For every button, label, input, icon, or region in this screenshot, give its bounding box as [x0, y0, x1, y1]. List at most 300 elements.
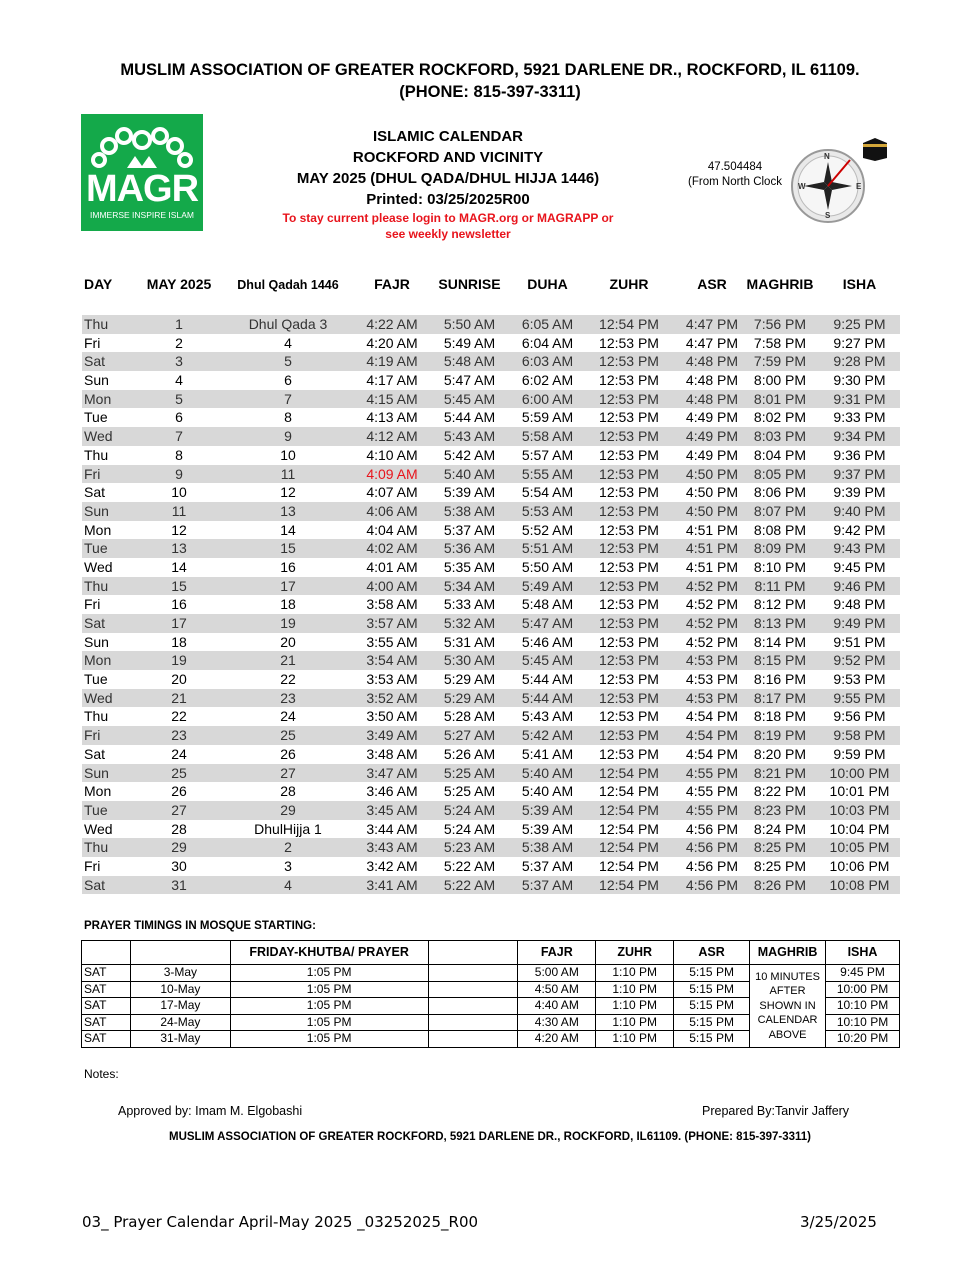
- col-zuhr: ZUHR: [609, 276, 649, 292]
- cell-zuhr: 12:53 PM: [599, 390, 659, 407]
- cell-duha: 5:55 AM: [521, 465, 574, 482]
- cell-maghrib: 8:10 PM: [753, 558, 807, 575]
- cell-sunrise: 5:25 AM: [443, 783, 496, 800]
- mosque-day: SAT: [82, 965, 131, 982]
- cell-day: Sat: [84, 745, 106, 762]
- cell-sunrise: 5:50 AM: [443, 316, 496, 332]
- cell-day: Fri: [84, 465, 101, 482]
- cell-isha: 9:56 PM: [833, 708, 886, 725]
- cell-duha: 5:46 AM: [521, 633, 574, 650]
- mosque-asr: 5:15 PM: [674, 1031, 750, 1048]
- cell-duha: 5:45 AM: [521, 652, 574, 669]
- cell-fajr: 4:19 AM: [366, 353, 418, 370]
- cell-fajr: 3:53 AM: [366, 671, 418, 688]
- prayer-row: [82, 801, 900, 820]
- cell-asr: 4:49 PM: [685, 446, 739, 463]
- cell-isha: 10:08 PM: [829, 876, 890, 893]
- cell-day: Sun: [84, 764, 109, 781]
- cell-duha: 5:39 AM: [521, 820, 574, 837]
- mosque-head-zuhr: ZUHR: [596, 941, 674, 965]
- cell-gregorian-date: 19: [171, 652, 187, 669]
- cell-isha: 9:40 PM: [833, 502, 886, 519]
- cell-fajr: 3:50 AM: [366, 708, 418, 725]
- cell-isha: 9:58 PM: [833, 727, 886, 744]
- mosque-zuhr: 1:10 PM: [596, 1014, 674, 1031]
- cell-asr: 4:48 PM: [685, 353, 739, 370]
- cell-isha: 9:36 PM: [833, 446, 886, 463]
- cell-isha: 10:00 PM: [829, 764, 890, 781]
- cell-gregorian-date: 2: [175, 334, 183, 351]
- cell-sunrise: 5:30 AM: [443, 652, 496, 669]
- cell-duha: 5:40 AM: [521, 783, 574, 800]
- cell-isha: 10:03 PM: [829, 801, 890, 818]
- prayer-row: [82, 334, 900, 353]
- cell-maghrib: 8:14 PM: [753, 633, 807, 650]
- mosque-zuhr: 1:10 PM: [596, 1031, 674, 1048]
- cell-maghrib: 8:00 PM: [753, 372, 807, 389]
- cell-maghrib: 8:20 PM: [753, 745, 807, 762]
- prayer-row: [82, 521, 900, 540]
- cell-gregorian-date: 31: [171, 876, 187, 893]
- cell-maghrib: 8:04 PM: [753, 446, 807, 463]
- cell-hijri-date: 24: [280, 708, 296, 725]
- cell-zuhr: 12:53 PM: [599, 521, 659, 538]
- cell-day: Fri: [84, 596, 101, 613]
- mosque-head-asr: ASR: [674, 941, 750, 965]
- cell-zuhr: 12:54 PM: [599, 801, 659, 818]
- cell-day: Wed: [84, 820, 113, 837]
- cell-gregorian-date: 1: [175, 316, 183, 332]
- cell-zuhr: 12:53 PM: [599, 577, 659, 594]
- cell-duha: 5:44 AM: [521, 671, 574, 688]
- logo-text: MAGR: [85, 168, 199, 210]
- cell-sunrise: 5:35 AM: [443, 558, 496, 575]
- cell-zuhr: 12:54 PM: [599, 316, 659, 332]
- cell-fajr: 4:15 AM: [366, 390, 418, 407]
- cell-asr: 4:48 PM: [685, 372, 739, 389]
- cell-asr: 4:48 PM: [685, 390, 739, 407]
- cell-isha: 9:48 PM: [833, 596, 886, 613]
- prayer-row: [82, 857, 900, 876]
- cell-day: Sun: [84, 502, 109, 519]
- col-isha: ISHA: [842, 276, 877, 292]
- svg-text:N: N: [824, 152, 830, 161]
- cell-maghrib: 8:03 PM: [753, 428, 807, 445]
- cell-sunrise: 5:44 AM: [443, 409, 496, 426]
- cell-day: Fri: [84, 334, 101, 351]
- mosque-friday: 1:05 PM: [230, 998, 428, 1015]
- cell-hijri-date: 21: [280, 652, 296, 669]
- cell-maghrib: 8:06 PM: [753, 484, 807, 501]
- cell-zuhr: 12:53 PM: [599, 689, 659, 706]
- cell-isha: 9:43 PM: [833, 540, 886, 557]
- prayer-row: [82, 689, 900, 708]
- cell-gregorian-date: 6: [175, 409, 183, 426]
- prayer-row: [82, 838, 900, 857]
- mosque-blank: [428, 998, 518, 1015]
- cell-maghrib: 8:18 PM: [753, 708, 807, 725]
- maghrib-note-line: 10 MINUTES: [755, 970, 820, 983]
- mosque-day: SAT: [82, 1031, 131, 1048]
- cell-day: Mon: [84, 783, 112, 800]
- cell-maghrib: 8:22 PM: [753, 783, 807, 800]
- cell-sunrise: 5:43 AM: [443, 428, 496, 445]
- mosque-row: [82, 965, 900, 982]
- cell-duha: 5:49 AM: [521, 577, 574, 594]
- cell-duha: 5:57 AM: [521, 446, 574, 463]
- prayer-row: [82, 651, 900, 670]
- cell-hijri-date: DhulHijja 1: [254, 820, 322, 837]
- cell-asr: 4:56 PM: [685, 876, 739, 893]
- cell-duha: 5:53 AM: [521, 502, 574, 519]
- cell-duha: 5:39 AM: [521, 801, 574, 818]
- org-footer: MUSLIM ASSOCIATION OF GREATER ROCKFORD, 5921 DARLENE DR., ROCKFORD, IL61109. (PHONE: 815-397-3311): [169, 1131, 811, 1143]
- cell-zuhr: 12:53 PM: [599, 409, 659, 426]
- cell-zuhr: 12:53 PM: [599, 615, 659, 631]
- cell-sunrise: 5:36 AM: [443, 540, 496, 557]
- cell-maghrib: 7:59 PM: [753, 353, 807, 370]
- cell-maghrib: 8:01 PM: [753, 390, 807, 407]
- prayer-row: [82, 782, 900, 801]
- cell-hijri-date: 17: [280, 577, 296, 594]
- cell-fajr: 4:13 AM: [366, 409, 418, 426]
- cell-zuhr: 12:53 PM: [599, 558, 659, 575]
- mosque-date: 24-May: [130, 1014, 230, 1031]
- cell-gregorian-date: 17: [171, 615, 187, 631]
- cell-isha: 9:49 PM: [833, 615, 886, 631]
- cell-hijri-date: 7: [284, 390, 292, 407]
- kaaba-icon: [860, 134, 890, 162]
- cell-sunrise: 5:38 AM: [443, 502, 496, 519]
- cell-isha: 9:46 PM: [833, 577, 886, 594]
- mosque-timings-table: [81, 940, 900, 1048]
- cell-hijri-date: 4: [284, 334, 292, 351]
- cell-hijri-date: 23: [280, 689, 296, 706]
- cell-fajr: 4:02 AM: [366, 540, 418, 557]
- cell-isha: 9:42 PM: [833, 521, 886, 538]
- cell-asr: 4:49 PM: [685, 409, 739, 426]
- prayer-row: [82, 595, 900, 614]
- cell-sunrise: 5:40 AM: [443, 465, 496, 482]
- cell-isha: 9:45 PM: [833, 558, 886, 575]
- cell-fajr: 3:46 AM: [366, 783, 418, 800]
- cell-maghrib: 8:15 PM: [753, 652, 807, 669]
- cell-maghrib: 8:05 PM: [753, 465, 807, 482]
- calendar-notice-line1: To stay current please login to MAGR.org or MAGRAPP or: [282, 211, 614, 225]
- cell-zuhr: 12:54 PM: [599, 820, 659, 837]
- cell-zuhr: 12:53 PM: [599, 708, 659, 725]
- org-header-phone: (PHONE: 815-397-3311): [399, 83, 581, 101]
- mosque-isha: 9:45 PM: [826, 965, 900, 982]
- cell-duha: 5:41 AM: [521, 745, 574, 762]
- page-footer-date: 3/25/2025: [800, 1213, 877, 1231]
- cell-fajr: 3:58 AM: [366, 596, 418, 613]
- cell-sunrise: 5:24 AM: [443, 801, 496, 818]
- cell-duha: 5:40 AM: [521, 764, 574, 781]
- prayer-row: [82, 558, 900, 577]
- cell-fajr: 4:04 AM: [366, 521, 418, 538]
- cell-zuhr: 12:53 PM: [599, 334, 659, 351]
- cell-gregorian-date: 28: [171, 820, 187, 837]
- cell-zuhr: 12:54 PM: [599, 876, 659, 893]
- mosque-fajr: 5:00 AM: [518, 965, 596, 982]
- cell-zuhr: 12:53 PM: [599, 465, 659, 482]
- cell-fajr: 3:48 AM: [366, 745, 418, 762]
- cell-hijri-date: 16: [280, 558, 296, 575]
- cell-asr: 4:55 PM: [685, 783, 739, 800]
- prayer-row: [82, 614, 900, 633]
- cell-isha: 9:34 PM: [833, 428, 886, 445]
- cell-gregorian-date: 11: [171, 502, 187, 519]
- cell-day: Tue: [84, 671, 108, 688]
- prayer-row: [82, 465, 900, 484]
- cell-duha: 5:37 AM: [521, 857, 574, 874]
- cell-duha: 5:54 AM: [521, 484, 574, 501]
- cell-hijri-date: 8: [284, 409, 292, 426]
- cell-day: Wed: [84, 689, 113, 706]
- maghrib-note-line: SHOWN IN: [759, 999, 816, 1012]
- mosque-friday: 1:05 PM: [230, 965, 428, 982]
- cell-maghrib: 8:12 PM: [753, 596, 807, 613]
- cell-maghrib: 8:08 PM: [753, 521, 807, 538]
- cell-duha: 5:38 AM: [521, 839, 574, 856]
- cell-maghrib: 8:26 PM: [753, 876, 807, 893]
- col-sunrise: SUNRISE: [438, 276, 501, 292]
- prayer-table-header: [82, 276, 900, 296]
- cell-hijri-date: 15: [280, 540, 296, 557]
- cell-duha: 5:44 AM: [521, 689, 574, 706]
- calendar-title: ISLAMIC CALENDAR: [373, 128, 523, 145]
- svg-text:S: S: [825, 211, 831, 220]
- cell-day: Sat: [84, 484, 106, 501]
- cell-duha: 6:00 AM: [521, 390, 574, 407]
- cell-zuhr: 12:53 PM: [599, 652, 659, 669]
- cell-maghrib: 7:58 PM: [753, 334, 807, 351]
- cell-asr: 4:52 PM: [685, 633, 739, 650]
- mosque-head-blank: [130, 941, 230, 965]
- cell-hijri-date: 2: [284, 839, 292, 856]
- cell-fajr: 3:49 AM: [366, 727, 418, 744]
- cell-isha: 9:28 PM: [833, 353, 886, 370]
- mosque-blank: [428, 965, 518, 982]
- cell-isha: 9:33 PM: [833, 409, 886, 426]
- cell-asr: 4:53 PM: [685, 652, 739, 669]
- cell-duha: 5:50 AM: [521, 558, 574, 575]
- qibla-note: (From North Clock: [688, 176, 782, 188]
- approved-by: Approved by: Imam M. Elgobashi: [118, 1104, 303, 1118]
- cell-day: Mon: [84, 521, 112, 538]
- cell-sunrise: 5:29 AM: [443, 689, 496, 706]
- cell-isha: 10:06 PM: [829, 857, 890, 874]
- cell-maghrib: 8:07 PM: [753, 502, 807, 519]
- cell-duha: 5:47 AM: [521, 615, 574, 631]
- cell-asr: 4:55 PM: [685, 801, 739, 818]
- mosque-zuhr: 1:10 PM: [596, 998, 674, 1015]
- cell-day: Fri: [84, 857, 101, 874]
- cell-asr: 4:52 PM: [685, 577, 739, 594]
- cell-hijri-date: 6: [284, 372, 292, 389]
- cell-fajr: 3:44 AM: [366, 820, 418, 837]
- cell-gregorian-date: 16: [171, 596, 187, 613]
- cell-isha: 9:51 PM: [833, 633, 886, 650]
- cell-hijri-date: 3: [284, 857, 292, 874]
- svg-text:E: E: [856, 182, 862, 191]
- cell-duha: 6:04 AM: [521, 334, 574, 351]
- cell-isha: 9:25 PM: [833, 316, 886, 332]
- cell-hijri-date: 13: [280, 502, 296, 519]
- cell-isha: 9:52 PM: [833, 652, 886, 669]
- cell-zuhr: 12:53 PM: [599, 446, 659, 463]
- cell-day: Wed: [84, 428, 113, 445]
- prayer-row: [82, 446, 900, 465]
- cell-fajr: 4:01 AM: [366, 558, 418, 575]
- maghrib-note-line: AFTER: [769, 985, 806, 997]
- mosque-day: SAT: [82, 1014, 131, 1031]
- cell-duha: 5:37 AM: [521, 876, 574, 893]
- cell-gregorian-date: 7: [175, 428, 183, 445]
- mosque-day: SAT: [82, 981, 131, 998]
- prayer-row: [82, 876, 900, 895]
- cell-asr: 4:56 PM: [685, 857, 739, 874]
- mosque-head-isha: ISHA: [826, 941, 900, 965]
- maghrib-note-line: ABOVE: [768, 1028, 807, 1041]
- cell-day: Thu: [84, 446, 109, 463]
- cell-isha: 10:04 PM: [829, 820, 890, 837]
- cell-asr: 4:52 PM: [685, 615, 739, 631]
- mosque-zuhr: 1:10 PM: [596, 965, 674, 982]
- cell-sunrise: 5:37 AM: [443, 521, 496, 538]
- cell-sunrise: 5:39 AM: [443, 484, 496, 501]
- cell-asr: 4:53 PM: [685, 671, 739, 688]
- cell-sunrise: 5:22 AM: [443, 876, 496, 893]
- cell-gregorian-date: 3: [175, 353, 183, 370]
- cell-isha: 9:31 PM: [833, 390, 886, 407]
- prayer-row: [82, 670, 900, 689]
- cell-gregorian-date: 21: [171, 689, 187, 706]
- mosque-blank: [428, 1014, 518, 1031]
- cell-sunrise: 5:33 AM: [443, 596, 496, 613]
- cell-zuhr: 12:54 PM: [599, 839, 659, 856]
- mosque-asr: 5:15 PM: [674, 1014, 750, 1031]
- cell-zuhr: 12:54 PM: [599, 783, 659, 800]
- col-duha: DUHA: [527, 276, 568, 292]
- cell-day: Mon: [84, 390, 112, 407]
- cell-hijri-date: 26: [280, 745, 296, 762]
- prepared-by: Prepared By:Tanvir Jaffery: [702, 1104, 850, 1118]
- prayer-row: [82, 633, 900, 652]
- cell-day: Sun: [84, 633, 109, 650]
- prayer-row: [82, 352, 900, 371]
- cell-sunrise: 5:25 AM: [443, 764, 496, 781]
- cell-maghrib: 8:11 PM: [754, 577, 806, 594]
- prayer-row: [82, 390, 900, 409]
- cell-hijri-date: 9: [284, 428, 292, 445]
- cell-maghrib: 8:13 PM: [753, 615, 807, 631]
- cell-fajr: 3:43 AM: [366, 839, 418, 856]
- cell-gregorian-date: 24: [171, 745, 187, 762]
- mosque-date: 3-May: [130, 965, 230, 982]
- prayer-table-body: [82, 315, 900, 894]
- cell-hijri-date: 27: [280, 764, 296, 781]
- cell-maghrib: 7:56 PM: [753, 316, 807, 332]
- notes-label: Notes:: [84, 1067, 119, 1081]
- cell-duha: 5:52 AM: [521, 521, 574, 538]
- mosque-date: 10-May: [130, 981, 230, 998]
- cell-asr: 4:47 PM: [685, 316, 739, 332]
- prayer-row: [82, 745, 900, 764]
- cell-maghrib: 8:19 PM: [753, 727, 807, 744]
- mosque-head-maghrib: MAGHRIB: [750, 941, 826, 965]
- cell-fajr: 4:07 AM: [366, 484, 418, 501]
- mosque-asr: 5:15 PM: [674, 998, 750, 1015]
- cell-gregorian-date: 18: [171, 633, 187, 650]
- col-day: DAY: [84, 276, 113, 292]
- cell-fajr: 4:17 AM: [366, 372, 418, 389]
- cell-asr: 4:52 PM: [685, 596, 739, 613]
- mosque-head-blank: [82, 941, 131, 965]
- cell-asr: 4:47 PM: [685, 334, 739, 351]
- cell-gregorian-date: 14: [171, 558, 187, 575]
- mosque-isha: 10:10 PM: [826, 998, 900, 1015]
- cell-zuhr: 12:53 PM: [599, 727, 659, 744]
- cell-zuhr: 12:54 PM: [599, 857, 659, 874]
- calendar-title-block: [238, 126, 658, 242]
- calendar-notice-line2: see weekly newsletter: [385, 227, 511, 241]
- cell-sunrise: 5:34 AM: [443, 577, 496, 594]
- page-footer-filename: 03_ Prayer Calendar April-May 2025 _03252025_R00: [82, 1213, 479, 1231]
- cell-maghrib: 8:25 PM: [753, 857, 807, 874]
- cell-sunrise: 5:27 AM: [443, 727, 496, 744]
- prayer-row: [82, 502, 900, 521]
- cell-fajr: 3:47 AM: [366, 764, 418, 781]
- prayer-row: [82, 427, 900, 446]
- cell-day: Fri: [84, 727, 101, 744]
- cell-gregorian-date: 8: [175, 446, 183, 463]
- mosque-blank: [428, 981, 518, 998]
- cell-day: Thu: [84, 316, 109, 332]
- cell-duha: 5:59 AM: [521, 409, 574, 426]
- cell-sunrise: 5:45 AM: [443, 390, 496, 407]
- cell-duha: 5:43 AM: [521, 708, 574, 725]
- mosque-fajr: 4:50 AM: [518, 981, 596, 998]
- cell-isha: 9:39 PM: [833, 484, 886, 501]
- prayer-row: [82, 371, 900, 390]
- mosque-isha: 10:10 PM: [826, 1014, 900, 1031]
- cell-sunrise: 5:23 AM: [443, 839, 496, 856]
- cell-isha: 9:37 PM: [833, 465, 886, 482]
- cell-sunrise: 5:31 AM: [443, 633, 496, 650]
- cell-fajr: 3:41 AM: [366, 876, 418, 893]
- cell-maghrib: 8:02 PM: [753, 409, 807, 426]
- cell-day: Thu: [84, 577, 109, 594]
- cell-day: Mon: [84, 652, 112, 669]
- col-maghrib: MAGHRIB: [746, 276, 814, 292]
- cell-day: Sat: [84, 876, 106, 893]
- cell-sunrise: 5:22 AM: [443, 857, 496, 874]
- cell-asr: 4:54 PM: [685, 727, 739, 744]
- cell-zuhr: 12:54 PM: [599, 764, 659, 781]
- mosque-fajr: 4:20 AM: [518, 1031, 596, 1048]
- cell-hijri-date: 12: [280, 484, 296, 501]
- mosque-head-blank: [428, 941, 518, 965]
- cell-hijri-date: 4: [284, 876, 292, 893]
- cell-zuhr: 12:53 PM: [599, 745, 659, 762]
- mosque-friday: 1:05 PM: [230, 981, 428, 998]
- cell-zuhr: 12:53 PM: [599, 484, 659, 501]
- cell-hijri-date: 25: [280, 727, 296, 744]
- cell-fajr: 3:57 AM: [366, 615, 418, 631]
- cell-day: Tue: [84, 540, 108, 557]
